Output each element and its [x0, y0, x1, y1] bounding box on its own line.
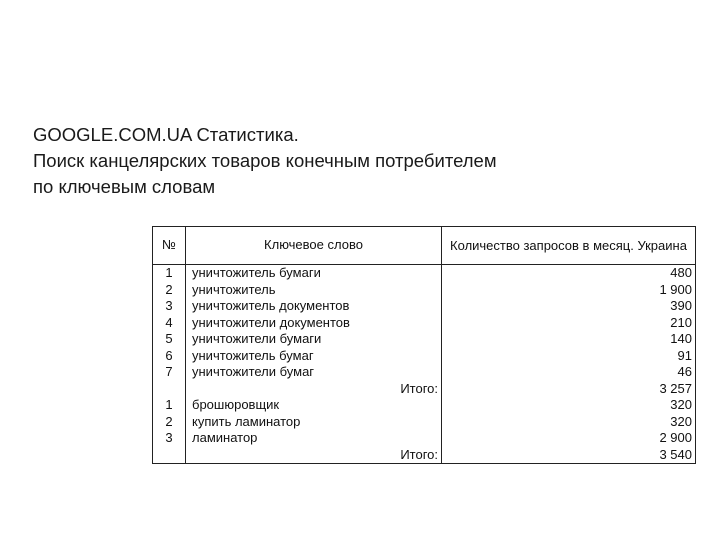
row-keyword: уничтожитель бумаг	[186, 348, 442, 365]
total-label: Итого:	[186, 381, 442, 398]
row-num: 1	[153, 397, 186, 414]
total-value: 3 540	[442, 447, 696, 464]
table-row	[153, 414, 696, 431]
row-num: 4	[153, 315, 186, 332]
row-count: 390	[442, 298, 696, 315]
page-title	[33, 122, 497, 200]
row-count: 2 900	[442, 430, 696, 447]
row-keyword: брошюровщик	[186, 397, 442, 414]
row-keyword: уничтожитель	[186, 282, 442, 299]
table-row	[153, 315, 696, 332]
row-count: 46	[442, 364, 696, 381]
row-count: 320	[442, 397, 696, 414]
row-keyword: уничтожители документов	[186, 315, 442, 332]
table-row	[153, 397, 696, 414]
total-label: Итого:	[186, 447, 442, 464]
total-row	[153, 381, 696, 398]
row-count: 480	[442, 265, 696, 282]
row-num: 1	[153, 265, 186, 282]
row-count: 320	[442, 414, 696, 431]
row-count: 140	[442, 331, 696, 348]
row-num: 5	[153, 331, 186, 348]
header-num: №	[153, 227, 186, 265]
row-num: 2	[153, 282, 186, 299]
row-keyword: уничтожители бумаг	[186, 364, 442, 381]
row-keyword: купить ламинатор	[186, 414, 442, 431]
row-keyword: ламинатор	[186, 430, 442, 447]
row-keyword: уничтожители бумаги	[186, 331, 442, 348]
row-count: 1 900	[442, 282, 696, 299]
row-keyword: уничтожитель бумаги	[186, 265, 442, 282]
title-line-1: GOOGLE.COM.UA Статистика.	[33, 124, 299, 145]
table-row	[153, 265, 696, 282]
table-row	[153, 430, 696, 447]
table-row	[153, 282, 696, 299]
row-num: 3	[153, 430, 186, 447]
row-keyword: уничтожитель документов	[186, 298, 442, 315]
table-row	[153, 364, 696, 381]
row-num: 2	[153, 414, 186, 431]
title-line-3: по ключевым словам	[33, 176, 216, 197]
table-row	[153, 298, 696, 315]
header-count: Количество запросов в месяц. Украина	[442, 227, 696, 265]
table-row	[153, 331, 696, 348]
row-count: 91	[442, 348, 696, 365]
header-keyword: Ключевое слово	[186, 227, 442, 265]
table-row	[153, 348, 696, 365]
total-row	[153, 447, 696, 464]
row-num: 6	[153, 348, 186, 365]
table-header-row	[153, 227, 696, 265]
row-num: 7	[153, 364, 186, 381]
total-value: 3 257	[442, 381, 696, 398]
title-line-2: Поиск канцелярских товаров конечным потребителем	[33, 150, 497, 171]
row-num: 3	[153, 298, 186, 315]
keyword-stats-table	[152, 226, 696, 464]
row-count: 210	[442, 315, 696, 332]
